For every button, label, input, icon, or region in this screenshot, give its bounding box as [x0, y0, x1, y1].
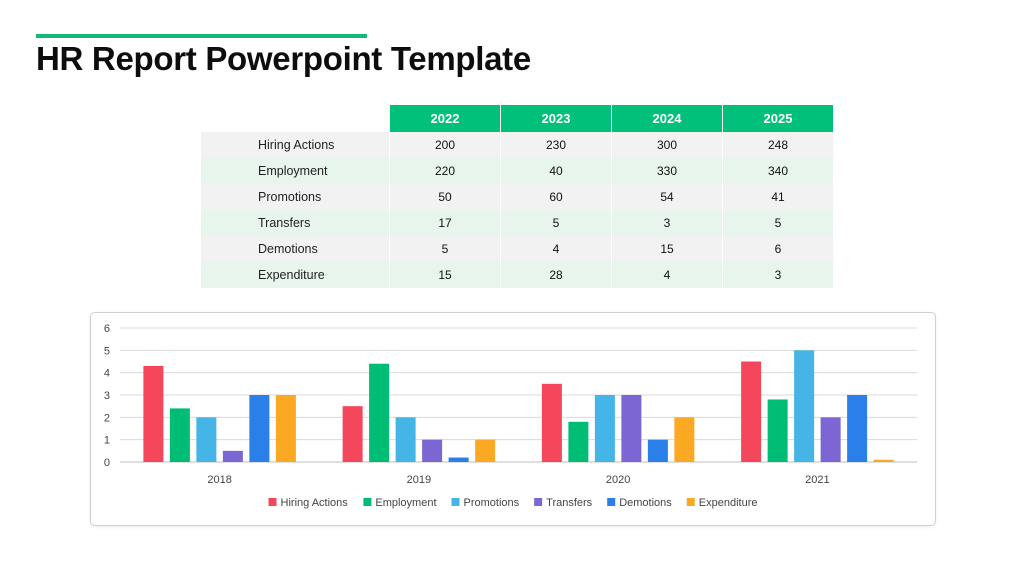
bar-promotions [396, 417, 416, 462]
table-cell: 40 [501, 158, 612, 184]
bar-transfers [621, 395, 641, 462]
bar-demotions [249, 395, 269, 462]
x-tick-label: 2020 [605, 474, 631, 486]
table-row [201, 158, 834, 184]
table-cell: 15 [612, 236, 723, 262]
table-cell: 5 [501, 210, 612, 236]
table-cell: 248 [723, 132, 834, 158]
legend-swatch [534, 498, 542, 506]
legend-label: Demotions [619, 497, 672, 509]
legend-label: Employment [375, 497, 437, 509]
bar-expenditure [475, 440, 495, 462]
table-row [201, 132, 834, 158]
column-header: 2024 [612, 105, 723, 132]
table-cell: 220 [390, 158, 501, 184]
column-header: 2022 [390, 105, 501, 132]
bar-demotions [648, 440, 668, 462]
column-header: 2025 [723, 105, 834, 132]
y-tick-label: 4 [103, 367, 110, 380]
table-corner-cell [201, 105, 390, 132]
row-label: Hiring Actions [201, 132, 390, 158]
table-cell: 340 [723, 158, 834, 184]
table-cell: 5 [723, 210, 834, 236]
table-cell: 300 [612, 132, 723, 158]
table-cell: 60 [501, 184, 612, 210]
legend-swatch [607, 498, 615, 506]
legend-swatch [452, 498, 460, 506]
chart-card [90, 312, 936, 526]
bar-hiring-actions [343, 406, 363, 462]
bar-expenditure [674, 417, 694, 462]
bar-promotions [595, 395, 615, 462]
bar-hiring-actions [741, 362, 761, 463]
y-tick-label: 1 [103, 434, 110, 447]
x-tick-label: 2021 [805, 474, 830, 486]
table-cell: 5 [390, 236, 501, 262]
legend-swatch [269, 498, 277, 506]
title-accent-bar [36, 34, 367, 38]
legend-swatch [687, 498, 695, 506]
bar-promotions [794, 350, 814, 462]
table-row [201, 184, 834, 210]
row-label: Demotions [201, 236, 390, 262]
table-cell: 50 [390, 184, 501, 210]
table-row [201, 236, 834, 262]
legend-label: Expenditure [698, 497, 758, 509]
table-cell: 4 [612, 262, 723, 288]
bar-transfers [821, 417, 841, 462]
row-label: Promotions [201, 184, 390, 210]
bar-expenditure [276, 395, 296, 462]
y-tick-label: 0 [103, 457, 110, 469]
y-tick-label: 2 [103, 412, 110, 425]
row-label: Expenditure [201, 262, 390, 288]
bar-hiring-actions [143, 366, 163, 462]
table-cell: 3 [723, 262, 834, 288]
slide-title: HR Report Powerpoint Template [36, 40, 531, 77]
table-cell: 41 [723, 184, 834, 210]
bar-employment [768, 399, 788, 462]
bar-demotions [449, 458, 469, 462]
legend-swatch [363, 498, 371, 506]
legend-label: Promotions [463, 497, 520, 509]
table-cell: 6 [723, 236, 834, 262]
table-row [201, 210, 834, 236]
table-cell: 4 [501, 236, 612, 262]
table-cell: 28 [501, 262, 612, 288]
table-cell: 15 [390, 262, 501, 288]
x-tick-label: 2019 [406, 474, 432, 486]
y-tick-label: 6 [103, 323, 110, 335]
bar-expenditure [874, 460, 894, 462]
bar-demotions [847, 395, 867, 462]
bar-transfers [422, 440, 442, 462]
table-cell: 200 [390, 132, 501, 158]
hr-data-table [201, 105, 834, 288]
bar-promotions [196, 417, 216, 462]
x-tick-label: 2018 [207, 474, 232, 486]
table-cell: 3 [612, 210, 723, 236]
row-label: Transfers [201, 210, 390, 236]
column-header: 2023 [501, 105, 612, 132]
bar-transfers [223, 451, 243, 462]
y-tick-label: 3 [103, 390, 110, 402]
table-cell: 54 [612, 184, 723, 210]
bar-hiring-actions [542, 384, 562, 462]
table-cell: 330 [612, 158, 723, 184]
table-cell: 17 [390, 210, 501, 236]
legend-label: Hiring Actions [280, 497, 348, 509]
row-label: Employment [201, 158, 390, 184]
table-row [201, 262, 834, 288]
bar-employment [369, 364, 389, 462]
table-header-row [201, 105, 834, 132]
y-tick-label: 5 [103, 345, 110, 358]
bar-chart [91, 313, 935, 525]
bar-employment [170, 408, 190, 462]
table-cell: 230 [501, 132, 612, 158]
legend-label: Transfers [546, 497, 593, 509]
bar-employment [568, 422, 588, 462]
